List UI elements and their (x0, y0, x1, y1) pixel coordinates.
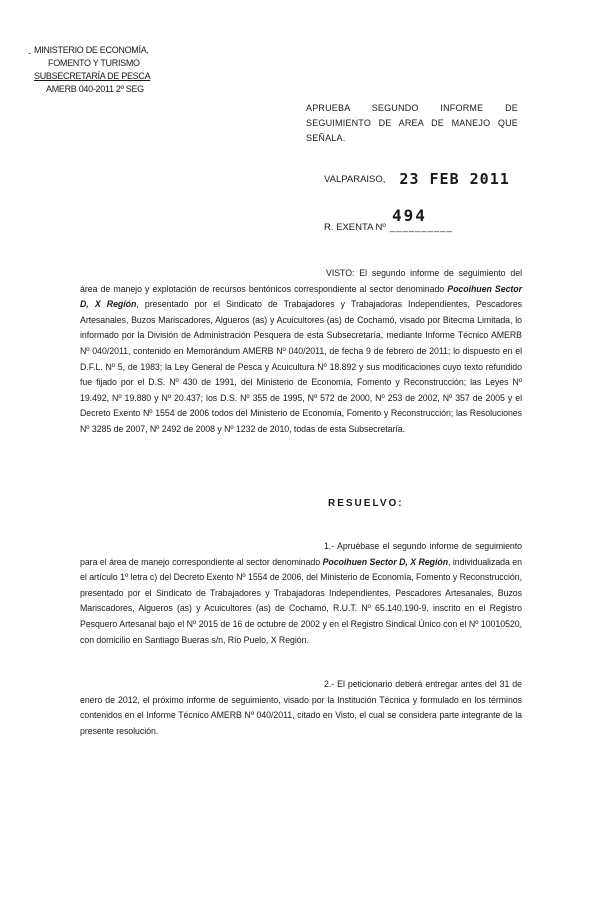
place-label: VALPARAISO, (324, 174, 386, 185)
visto-rest: , presentado por el Sindicato de Trabajadores y Trabajadoras Independientes, Pescadores Artesanales, Buzos Mariscadores, Algueros (as) y Acuicultores (as) de Cochamó, visado por Bitecma Limitada, lo informado por la División de Administración Pesquera de esta Subsecretaría, mediante Informe Técnico AMERB Nº 040/2011, contenido en Memorándum AMERB Nº 040/2011, de fecha 9 de febrero de 2011; lo dispuesto en el D.F.L. Nº 5, de 1983; la Ley General de Pesca y Acuicultura Nº 18.892 y sus modificaciones cuyo texto refundido fue fijado por el D.S. Nº 430 de 1991, del Ministerio de Economía, Fomento y Reconstrucción; las Leyes Nº 19.492, Nº 19.880 y Nº 20.437; los D.S. Nº 355 de 1995, Nº 572 de 2000, Nº 253 de 2002, Nº 357 de 2005 y el Decreto Exento Nº 1554 de 2006 todos del Ministerio de Economía, Fomento y Reconstrucción; las Resoluciones Nº 3285 de 2007, Nº 2492 de 2008 y Nº 1232 de 2010, todas de esta Subsecretaría. (80, 299, 523, 434)
visto-sector-name: Pocoihuen Sector D, X Región (80, 283, 522, 310)
ministry-name-line2: FOMENTO Y TURISMO (48, 58, 140, 68)
resolution-summary: APRUEBA SEGUNDO INFORME DE SEGUIMIENTO DE AREA DE MANEJO QUE SEÑALA. (306, 103, 518, 143)
resolution-blank-line: __________ (389, 222, 453, 233)
resolution-exenta (324, 222, 453, 233)
issuer-header (34, 44, 184, 96)
article-1-sector-name: Pocoihuen Sector D, X Región (322, 556, 449, 567)
article-2-paragraph: 2.- El peticionario deberá entregar antes del 31 de enero de 2012, el próximo informe de seguimiento, visado por la Institución Técnica y formulado en los términos contenidos en el Informe Técnico AMERB Nº 040/2011, citado en Visto, el cual se considera parte integrante de la presente resolución. (80, 679, 522, 736)
visto-lead: VISTO: El segundo informe de seguimiento del área de manejo y explotación de recursos bentónicos correspondiente al sector denominado (80, 268, 522, 294)
visto-paragraph (80, 266, 522, 438)
article-1-paragraph (80, 539, 522, 648)
header-dash: - (28, 48, 31, 58)
document-reference: AMERB 040-2011 2º SEG (46, 84, 144, 94)
subsecretaria-name: SUBSECRETARÍA DE PESCA (34, 71, 151, 81)
article-1-lead: 1.- Apruébase el segundo informe de seguimiento para el área de manejo correspondiente al sector denominado (80, 541, 522, 567)
resolution-label: R. EXENTA Nº (324, 222, 386, 233)
resolution-number-stamp: 494 (392, 206, 427, 225)
ministry-name: MINISTERIO DE ECONOMÍA, (34, 45, 149, 55)
article-1-rest: , individualizada en el artículo 1º letra c) del Decreto Exento Nº 1554 de 2006, del Ministerio de Economía, Fomento y Reconstrucción, presentado por el Sindicato de Trabajadores y Trabajadoras Independientes, Pescadores Artesanales, Buzos Mariscadores, Algueros (as) y Acuicultores (as) de Cochamó, R.U.T. Nº 65.140.190-9, inscrito en el Registro Pesquero Artesanal bajo el Nº 2015 de 16 de octubre de 2002 y en el Registro Sindical Único con el Nº 10010520, con domicilio en Santiago Bueras s/n, Río Puelo, X Región. (80, 556, 522, 645)
date-stamp: 23 FEB 2011 (399, 170, 510, 188)
place-and-date (324, 170, 510, 188)
resuelvo-heading: RESUELVO: (328, 498, 404, 509)
